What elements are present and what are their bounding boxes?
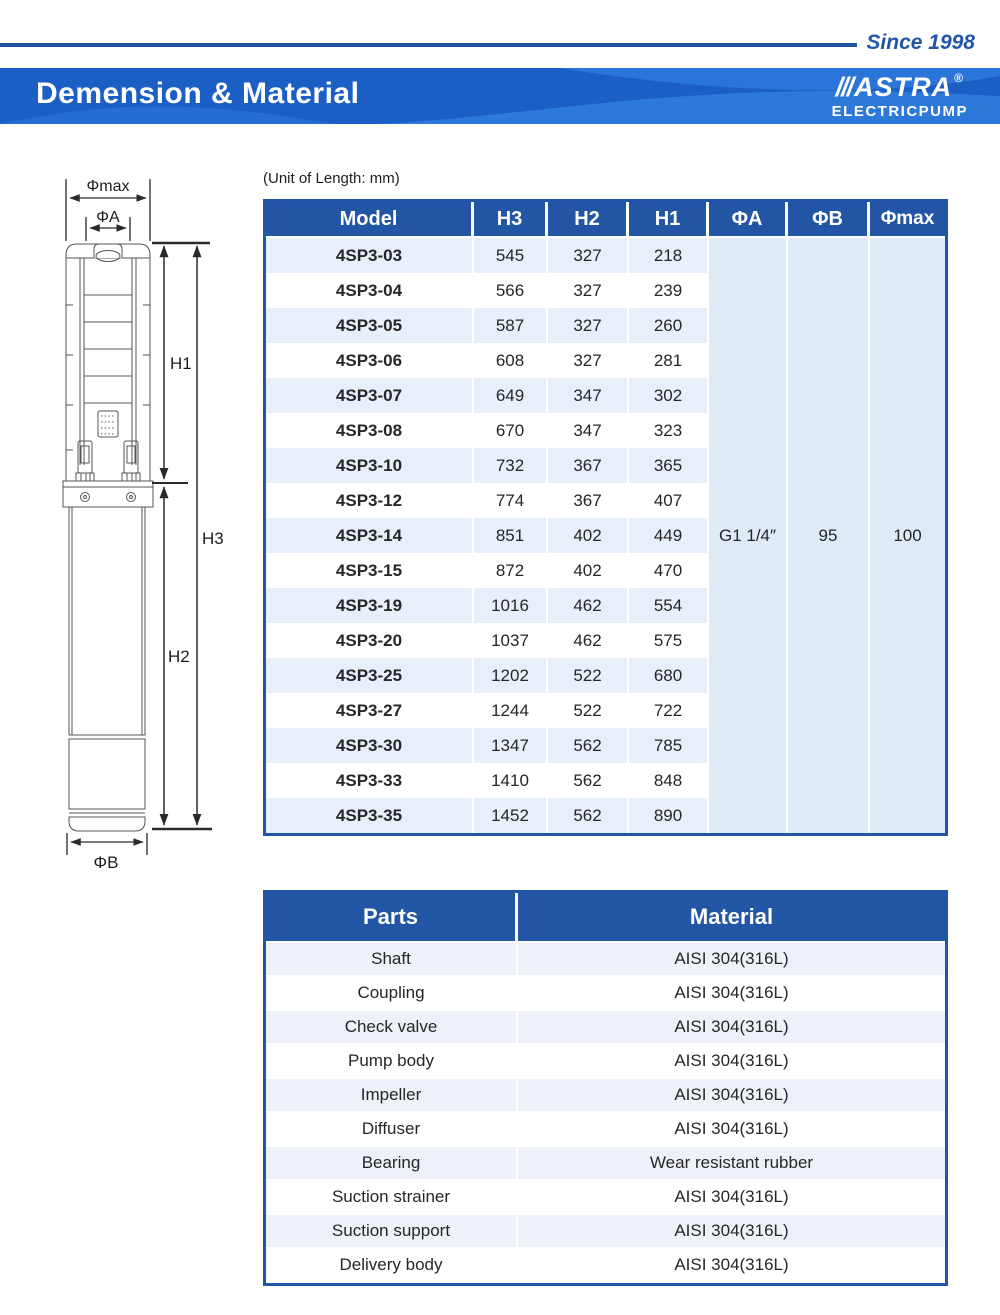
pump-body-outline <box>63 244 153 831</box>
col-header-material: Material <box>518 893 945 943</box>
h2-value-cell: 367 <box>548 448 629 483</box>
col-header-phi-a: ΦA <box>709 202 788 238</box>
model-cell: 4SP3-19 <box>266 588 474 623</box>
h3-label: H3 <box>202 529 224 548</box>
brand-wordmark <box>832 72 968 101</box>
h1-value-cell: 554 <box>629 588 709 623</box>
h2-value-cell: 327 <box>548 238 629 273</box>
h3-value-cell: 732 <box>474 448 548 483</box>
col-header-h1: H1 <box>629 202 709 238</box>
model-cell: 4SP3-12 <box>266 483 474 518</box>
part-name-cell: Pump body <box>266 1045 518 1079</box>
model-cell: 4SP3-15 <box>266 553 474 588</box>
h3-value-cell: 851 <box>474 518 548 553</box>
part-material-cell: AISI 304(316L) <box>518 1181 945 1215</box>
model-cell: 4SP3-14 <box>266 518 474 553</box>
part-name-cell: Shaft <box>266 943 518 977</box>
part-material-cell: AISI 304(316L) <box>518 1215 945 1249</box>
h1-value-cell: 365 <box>629 448 709 483</box>
h3-value-cell: 1244 <box>474 693 548 728</box>
col-header-h3: H3 <box>474 202 548 238</box>
page-title: Demension & Material <box>36 77 360 110</box>
h3-value-cell: 1037 <box>474 623 548 658</box>
part-material-cell: AISI 304(316L) <box>518 1045 945 1079</box>
h1-value-cell: 302 <box>629 378 709 413</box>
part-name-cell: Suction support <box>266 1215 518 1249</box>
col-header-phi-max: Φmax <box>870 202 945 238</box>
h2-value-cell: 462 <box>548 588 629 623</box>
h2-value-cell: 562 <box>548 728 629 763</box>
model-cell: 4SP3-07 <box>266 378 474 413</box>
part-name-cell: Impeller <box>266 1079 518 1113</box>
since-text: Since 1998 <box>866 31 975 54</box>
part-material-cell: AISI 304(316L) <box>518 1011 945 1045</box>
h1-value-cell: 449 <box>629 518 709 553</box>
merged-cell-phi-a: G1 1/4″ <box>709 238 788 833</box>
part-material-cell: AISI 304(316L) <box>518 1113 945 1147</box>
h2-value-cell: 327 <box>548 308 629 343</box>
merged-cell-phi-max: 100 <box>870 238 945 833</box>
model-cell: 4SP3-05 <box>266 308 474 343</box>
merged-cell-phi-b: 95 <box>788 238 870 833</box>
part-name-cell: Delivery body <box>266 1249 518 1283</box>
part-material-cell: Wear resistant rubber <box>518 1147 945 1181</box>
part-name-cell: Bearing <box>266 1147 518 1181</box>
part-material-cell: AISI 304(316L) <box>518 943 945 977</box>
brand-subtitle: ELECTRICPUMP <box>831 103 968 120</box>
unit-of-length-note: (Unit of Length: mm) <box>263 170 400 187</box>
phi-b-label: ΦB <box>93 853 119 872</box>
h1-value-cell: 239 <box>629 273 709 308</box>
part-material-cell: AISI 304(316L) <box>518 1079 945 1113</box>
h3-value-cell: 1016 <box>474 588 548 623</box>
h3-value-cell: 1452 <box>474 798 548 833</box>
col-header-parts: Parts <box>266 893 518 943</box>
dimension-table <box>263 199 948 836</box>
model-cell: 4SP3-08 <box>266 413 474 448</box>
part-material-cell: AISI 304(316L) <box>518 1249 945 1283</box>
model-cell: 4SP3-33 <box>266 763 474 798</box>
col-header-h2: H2 <box>548 202 629 238</box>
h1-value-cell: 785 <box>629 728 709 763</box>
h1-value-cell: 722 <box>629 693 709 728</box>
h2-label: H2 <box>168 647 190 666</box>
model-cell: 4SP3-10 <box>266 448 474 483</box>
part-material-cell: AISI 304(316L) <box>518 977 945 1011</box>
model-cell: 4SP3-27 <box>266 693 474 728</box>
col-header-model: Model <box>266 202 474 238</box>
model-cell: 4SP3-25 <box>266 658 474 693</box>
pump-diagram <box>40 165 270 875</box>
h3-value-cell: 1410 <box>474 763 548 798</box>
h3-value-cell: 670 <box>474 413 548 448</box>
registered-trademark-symbol: ® <box>954 71 964 85</box>
h1-value-cell: 680 <box>629 658 709 693</box>
h3-value-cell: 545 <box>474 238 548 273</box>
h1-value-cell: 848 <box>629 763 709 798</box>
h3-value-cell: 1202 <box>474 658 548 693</box>
h2-value-cell: 327 <box>548 343 629 378</box>
h3-value-cell: 608 <box>474 343 548 378</box>
h1-value-cell: 218 <box>629 238 709 273</box>
h2-value-cell: 327 <box>548 273 629 308</box>
model-cell: 4SP3-35 <box>266 798 474 833</box>
model-cell: 4SP3-20 <box>266 623 474 658</box>
logo-slashes-mark: /// <box>835 72 853 102</box>
h2-value-cell: 347 <box>548 378 629 413</box>
brand-logo <box>832 72 968 119</box>
h2-value-cell: 522 <box>548 693 629 728</box>
h2-value-cell: 462 <box>548 623 629 658</box>
col-header-phi-b: ΦB <box>788 202 870 238</box>
h3-value-cell: 587 <box>474 308 548 343</box>
h1-value-cell: 890 <box>629 798 709 833</box>
part-name-cell: Suction strainer <box>266 1181 518 1215</box>
h2-value-cell: 522 <box>548 658 629 693</box>
top-rule <box>0 43 857 47</box>
h1-value-cell: 281 <box>629 343 709 378</box>
h3-value-cell: 1347 <box>474 728 548 763</box>
part-name-cell: Coupling <box>266 977 518 1011</box>
h2-value-cell: 367 <box>548 483 629 518</box>
h3-value-cell: 649 <box>474 378 548 413</box>
phi-max-label: Φmax <box>86 178 130 195</box>
h2-value-cell: 562 <box>548 798 629 833</box>
h1-value-cell: 260 <box>629 308 709 343</box>
h1-value-cell: 575 <box>629 623 709 658</box>
h1-value-cell: 470 <box>629 553 709 588</box>
model-cell: 4SP3-03 <box>266 238 474 273</box>
phi-a-label: ΦA <box>96 209 120 226</box>
h2-value-cell: 562 <box>548 763 629 798</box>
h1-label: H1 <box>170 354 192 373</box>
h2-value-cell: 402 <box>548 518 629 553</box>
logo-letters: ASTRA <box>854 72 953 102</box>
h3-value-cell: 774 <box>474 483 548 518</box>
part-name-cell: Check valve <box>266 1011 518 1045</box>
model-cell: 4SP3-30 <box>266 728 474 763</box>
part-name-cell: Diffuser <box>266 1113 518 1147</box>
h3-value-cell: 566 <box>474 273 548 308</box>
h2-value-cell: 402 <box>548 553 629 588</box>
h1-value-cell: 323 <box>629 413 709 448</box>
h3-value-cell: 872 <box>474 553 548 588</box>
h1-value-cell: 407 <box>629 483 709 518</box>
parts-material-table <box>263 890 948 1286</box>
model-cell: 4SP3-06 <box>266 343 474 378</box>
model-cell: 4SP3-04 <box>266 273 474 308</box>
h2-value-cell: 347 <box>548 413 629 448</box>
header-banner <box>0 68 1000 124</box>
